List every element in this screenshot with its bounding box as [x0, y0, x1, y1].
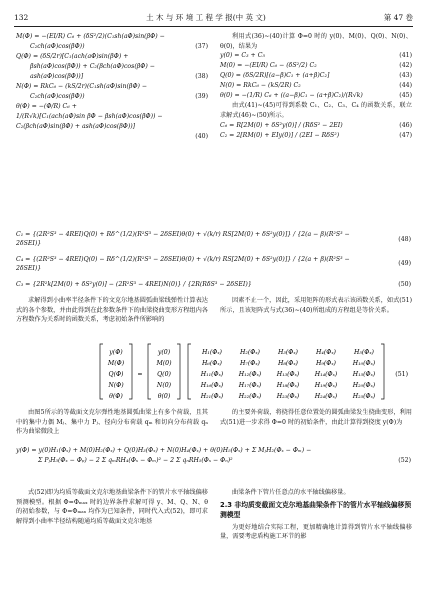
running-header: [14, 11, 413, 23]
right-paragraph-1: [220, 296, 412, 315]
h-matrix-entry: H₅(Φₓ): [354, 349, 374, 356]
wide-eq-number: (50): [398, 280, 411, 288]
right-column-equations: [220, 32, 412, 140]
left-eq-text: C₂(βch(aΦ)sin(βΦ) + ash(aΦ)cos(βΦ))]: [16, 123, 136, 131]
initial-vector-entry: y(0): [157, 349, 171, 356]
h-matrix-entry: H₁₁(Φₓ): [200, 371, 224, 378]
h-matrix-entry: H₁₆(Φₓ): [200, 382, 224, 389]
h-matrix-entry: H₇(Φₓ): [240, 360, 260, 367]
left-eq-number: (40): [195, 133, 208, 141]
initial-vector-entry: Q(0): [157, 371, 171, 378]
left-eq-7: [16, 102, 208, 112]
right-eq-number: (43): [399, 72, 412, 80]
right-eq-3: [220, 81, 412, 91]
equation-52: [16, 446, 411, 466]
h-matrix-entry: H₁(Φₓ): [202, 349, 222, 356]
lhs-entry: N(Φ): [108, 382, 124, 389]
left-column-equations: [16, 32, 208, 142]
h-matrix-entry: H₃(Φₓ): [278, 349, 298, 356]
h-matrix-entry: H₂₂(Φₓ): [238, 393, 262, 400]
left-eq-text: M(Φ) = −(EI/R) C₆ + (δS²/2)(C₁sh(aΦ)sin(βΦ) −: [16, 33, 165, 41]
matrix-equation: [16, 341, 411, 401]
page-number: 132: [14, 12, 29, 22]
right-para-1-text: 因素不止一个，因此，采用矩阵的形式表示该函数关系，如式(51)所示，且该矩阵式与式(36)~(40)所组成的方程组是等价关系。: [220, 297, 412, 314]
wide-eq-number: (48): [398, 235, 411, 243]
lhs-entry: M(Φ): [107, 360, 125, 367]
right-eq-1: [220, 61, 412, 71]
h-matrix-entry: H₄(Φₓ): [316, 349, 336, 356]
initial-vector-entry: M(0): [156, 360, 172, 367]
h-matrix-entry: H₁₉(Φₓ): [314, 382, 338, 389]
right-para-3-text: 曲梁条件下管片任意点的水平轴线偏移量。: [232, 489, 350, 496]
wide-eq-1: [16, 255, 411, 274]
left-eq-text: ash(aΦ)cos(βΦ))]: [30, 73, 84, 81]
left-eq-8: [16, 112, 208, 122]
right-para-4-text: 为更好地结合实际工程，更加精确地计算得到管片水平轴线偏移量，需要考虑盾构施工环节的影: [220, 523, 412, 541]
h-matrix-entry: H₈(Φₓ): [278, 360, 298, 367]
left-para-2-text: 由图5所示的等截面文克尔弹性地基圆弧曲梁上有多个荷载，且其中的集中力偶 Mⱼ、集中力 Pⱼ、径向分布荷载 qₘ 和切向分布荷载 qₙ 作为曲梁微段上: [16, 409, 208, 436]
left-paragraph-3: [16, 488, 208, 526]
h-matrix-entry: H₂₀(Φₓ): [352, 382, 376, 389]
right-eq2-1: [220, 130, 412, 140]
left-para-3-text: 式(52)即为均质等截面文克尔地基曲梁条件下的管片水平轴线偏移预测模型。根据 Φ=Φₘₐₓ 时的边界条件求解可得 y、M、Q、N、θ 的初始参数，与 Φ=Φₘₐₓ 均作为已知条件，同时代入式(52)，即可求解得到小曲率半径结构随通均质等截面文克尔地基: [16, 489, 208, 525]
left-eq-0: [16, 32, 208, 42]
equals-sign: =: [137, 371, 143, 378]
right-mid-text: 由式(41)~(45)可得到系数 C₁、C₂、C₃、C₄ 的函数关系，联立求解式(46)~(50)所示。: [220, 102, 412, 119]
section-heading: 2.3 非均质变截面文克尔地基曲梁条件下的管片水平轴线偏移预测模型: [220, 500, 412, 520]
initial-vector-entry: N(0): [156, 382, 172, 389]
wide-eq-number: (49): [398, 260, 411, 268]
lhs-entry: θ(Φ): [109, 393, 123, 400]
right-paragraph-2: [220, 408, 412, 427]
lhs-entry: Q(Φ): [108, 371, 124, 378]
right-paragraph-3: [220, 488, 412, 542]
wide-equations: [16, 230, 411, 295]
right-eq-text: N(0) = RkC₆ − (kS/2R) C₂: [220, 82, 301, 90]
right-eq-text: y(0) = C₃ + C₅: [220, 52, 265, 60]
left-eq-number: (38): [195, 73, 208, 81]
eq52-line2: Σ PⱼH₃(Φₓ − Φₚ) − 2 Σ qₘRH₄(Φₓ − Φₘ)² − 2 Σ qₙRH₅(Φₓ − Φₙ)²: [38, 457, 233, 465]
header-rule: [14, 26, 413, 27]
h-matrix-entry: H₂₁(Φₓ): [200, 393, 224, 400]
right-eq-2: [220, 71, 412, 81]
right-eq-text: θ(0) = −(1/R) C₆ + ((a−β)C₁ − (a+β)C₂)/(R√k): [220, 92, 363, 100]
h-matrix-entry: H₁₈(Φₓ): [276, 382, 300, 389]
journal-title: 土 木 与 环 境 工 程 学 报(中 英 文): [146, 12, 266, 22]
lhs-entry: y(Φ): [109, 349, 123, 356]
right-eq-text: Q(0) = (δS/2R)[(a−β)C₁ + (a+β)C₂]: [220, 72, 330, 80]
right-eq-number: (42): [399, 62, 412, 70]
right-eq-number: (44): [399, 82, 412, 90]
right-eq2-number: (46): [399, 121, 412, 129]
right-intro-text: 利用式(36)~(40)计算 Φ=0 时的 y(0)、M(0)、Q(0)、N(0)、θ(0)，结果为: [220, 33, 412, 50]
left-eq-2: [16, 52, 208, 62]
right-eq-4: [220, 91, 412, 101]
matrix-svg: [16, 341, 411, 403]
right-eq-0: [220, 51, 412, 61]
left-eq-text: C₂ch(aΦ)cos(βΦ)): [30, 93, 85, 101]
left-eq-3: [16, 62, 208, 72]
left-paragraph-2: [16, 408, 208, 437]
h-matrix-entry: H₂₃(Φₓ): [276, 393, 300, 400]
left-eq-text: θ(Φ) = −(Φ/R) C₆ +: [16, 103, 77, 111]
eq52-line1: y(Φ) = y(0)H₁(Φₓ) + M(0)H₂(Φₓ) + Q(0)H₃(Φₓ) + N(0)H₄(Φₓ) + θ(0)H₅(Φₓ) + Σ MⱼH₂(Φₓ − Φₘ) −: [16, 447, 312, 455]
left-eq-6: [16, 92, 208, 102]
left-eq-text: 1/(R√k)[C₁(ach(aΦ)sin βΦ − βsh(aΦ)cos(βΦ)) −: [16, 113, 163, 121]
h-matrix-entry: H₆(Φₓ): [202, 360, 222, 367]
wide-eq-text: C₄ = {(2R²S³ − 4REI)Q(0) − Rδ^(1/2)(R²S³ − 2δSEI)θ(0) + √(k/r) RS[2M(0) + δS²y(0)]} / {2(a + β)(R²S³ − 2δSEI)}: [16, 255, 350, 272]
right-para-2-text: 的主要外荷载，将挠得任意位置处的圆弧曲梁发生挠曲变形，利用式(51)进一步求得 Φ=0 时的初始条件，由此计算得到挠度 y(Φ)为: [220, 409, 412, 426]
h-matrix-entry: H₁₂(Φₓ): [238, 371, 262, 378]
right-eq2-0: [220, 120, 412, 130]
eq52-number: (52): [398, 457, 411, 465]
left-eq-text: βsh(aΦ)cos(βΦ)) + C₂(βch(aΦ)cos(βΦ) −: [30, 63, 155, 71]
left-eq-4: [16, 72, 208, 82]
h-matrix-entry: H₁₇(Φₓ): [238, 382, 262, 389]
left-para-1-text: 求解得到小曲率半径条件下的文克尔地基圆弧曲梁线弹性计算表达式的各个参数，并由此得到在此参数条件下的曲梁挠曲变形方程组内各方程数作为关系时的函数关系，考虑初始条件所影响的: [16, 297, 208, 324]
volume-label: 第 47 卷: [383, 12, 413, 22]
wide-eq-2: [16, 279, 411, 289]
left-eq-number: (37): [195, 43, 208, 51]
h-matrix-entry: H₁₄(Φₓ): [314, 371, 338, 378]
right-eq2-text: C₆ = R[2M(0) + δS²y(0)] / (RδS² − 2EI): [220, 121, 343, 129]
h-matrix-entry: H₉(Φₓ): [316, 360, 336, 367]
h-matrix-entry: H₁₀(Φₓ): [352, 360, 376, 367]
wide-eq-text: C₁ = {(2R²S³ − 4REI)Q(0) + Rδ^(1/2)(R²S³ − 2δSEI)θ(0) + √(k/r) RS[2M(0) + δS²y(0)]} / {2(a − β)(R²S³ − 2δSEI)}: [16, 231, 350, 248]
left-paragraph-1: [16, 296, 208, 325]
left-eq-text: Q(Φ) = (δS/2r)[C₁(ach(aΦ)sin(βΦ) +: [16, 53, 129, 61]
wide-eq-0: [16, 230, 411, 249]
left-eq-text: N(Φ) = RkC₆ − (kS/2r)(C₁sh(aΦ)sin(βΦ) −: [16, 83, 148, 91]
left-eq-9: [16, 122, 208, 132]
matrix-eq-number: (51): [395, 371, 408, 378]
left-eq-text: C₂ch(aΦ)cos(βΦ)): [30, 43, 85, 51]
right-eq-text: M(0) = −(EI/R) C₆ − (δS²/2) C₂: [220, 62, 317, 70]
left-eq-10: [16, 132, 208, 142]
right-eq2-text: C₂ = 2[RM(0) + EIy(0)] / (2EI − RδS²): [220, 131, 340, 139]
left-eq-number: (39): [195, 93, 208, 101]
wide-eq-text: C₃ = {2R²k[2M(0) + δS²y(0)] − (2R²S³ − 4REI)N(0)} / {2R(RδS³ − 2δSEI)}: [16, 280, 252, 288]
initial-vector-entry: θ(0): [157, 393, 171, 400]
right-eq2-number: (47): [399, 131, 412, 139]
h-matrix-entry: H₁₅(Φₓ): [352, 371, 376, 378]
left-eq-5: [16, 82, 208, 92]
h-matrix-entry: H₂₅(Φₓ): [352, 393, 376, 400]
h-matrix-entry: H₂(Φₓ): [240, 349, 260, 356]
h-matrix-entry: H₂₄(Φₓ): [314, 393, 338, 400]
left-eq-1: [16, 42, 208, 52]
right-eq-number: (45): [399, 92, 412, 100]
h-matrix-entry: H₁₃(Φₓ): [276, 371, 300, 378]
right-eq-number: (41): [399, 52, 412, 60]
